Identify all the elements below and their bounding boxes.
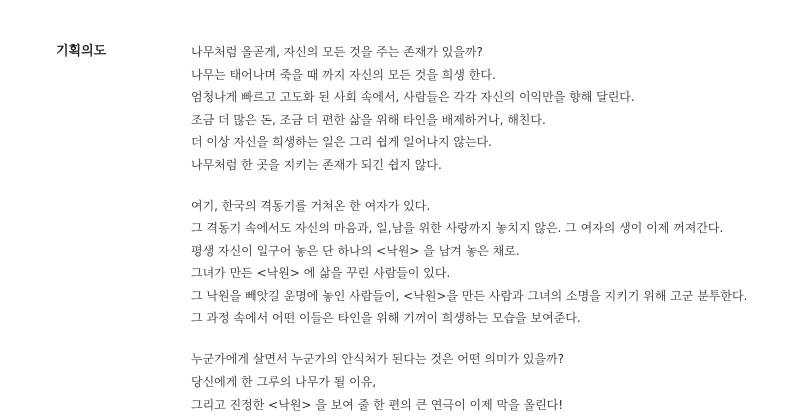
text-line: 여기, 한국의 격동기를 거쳐온 한 여자가 있다. xyxy=(191,198,431,213)
text-line: 그 격동기 속에서도 자신의 마음과, 일,남을 위한 사랑까지 놓치지 않은. 그 여자의 생이 이제 꺼져간다. xyxy=(191,221,724,236)
text-line: 그 낙원을 빼앗길 운명에 놓인 사람들이, <낙원>을 만든 사람과 그녀의 소명을 지키기 위해 고군 분투한다. xyxy=(191,288,748,303)
text-line: 그리고 진정한 <낙원> 을 보여 줄 한 편의 큰 연극이 이제 막을 올린다! xyxy=(191,397,564,412)
text-line: 더 이상 자신을 희생하는 일은 그리 쉽게 일어나지 않는다. xyxy=(191,135,492,150)
paragraph-3 xyxy=(191,350,791,413)
text-line: 누군가에게 살면서 누군가의 안식처가 된다는 것은 어떤 의미가 있을까? xyxy=(191,352,565,367)
paragraph-2 xyxy=(191,197,791,328)
text-line: 평생 자신이 일구어 놓은 단 하나의 <낙원> 을 남겨 놓은 채로. xyxy=(191,243,520,258)
text-line: 나무처럼 올곧게, 자신의 모든 것을 주는 존재가 있을까? xyxy=(191,45,483,59)
paragraph-1 xyxy=(191,43,791,174)
planning-intent-text xyxy=(191,43,791,418)
text-line: 나무처럼 한 곳을 지키는 존재가 되긴 쉽지 않다. xyxy=(191,157,442,172)
text-line: 엄청나게 빠르고 고도화 된 사회 속에서, 사람들은 각각 자신의 이익만을 향해 달린다. xyxy=(191,90,635,105)
text-line: 그녀가 만든 <낙원> 에 삶을 꾸린 사람들이 있다. xyxy=(191,266,451,281)
text-line: 조금 더 많은 돈, 조금 더 편한 삶을 위해 타인을 배제하거나, 해친다. xyxy=(191,112,546,127)
text-line: 그 과정 속에서 어떤 이들은 타인을 위해 기꺼이 희생하는 모습을 보여준다. xyxy=(191,311,581,326)
text-line: 나무는 태어나며 죽을 때 까지 자신의 모든 것을 희생 한다. xyxy=(191,67,496,82)
text-line: 당신에게 한 그루의 나무가 될 이유, xyxy=(191,375,377,390)
section-label: 기획의도 xyxy=(56,44,107,59)
